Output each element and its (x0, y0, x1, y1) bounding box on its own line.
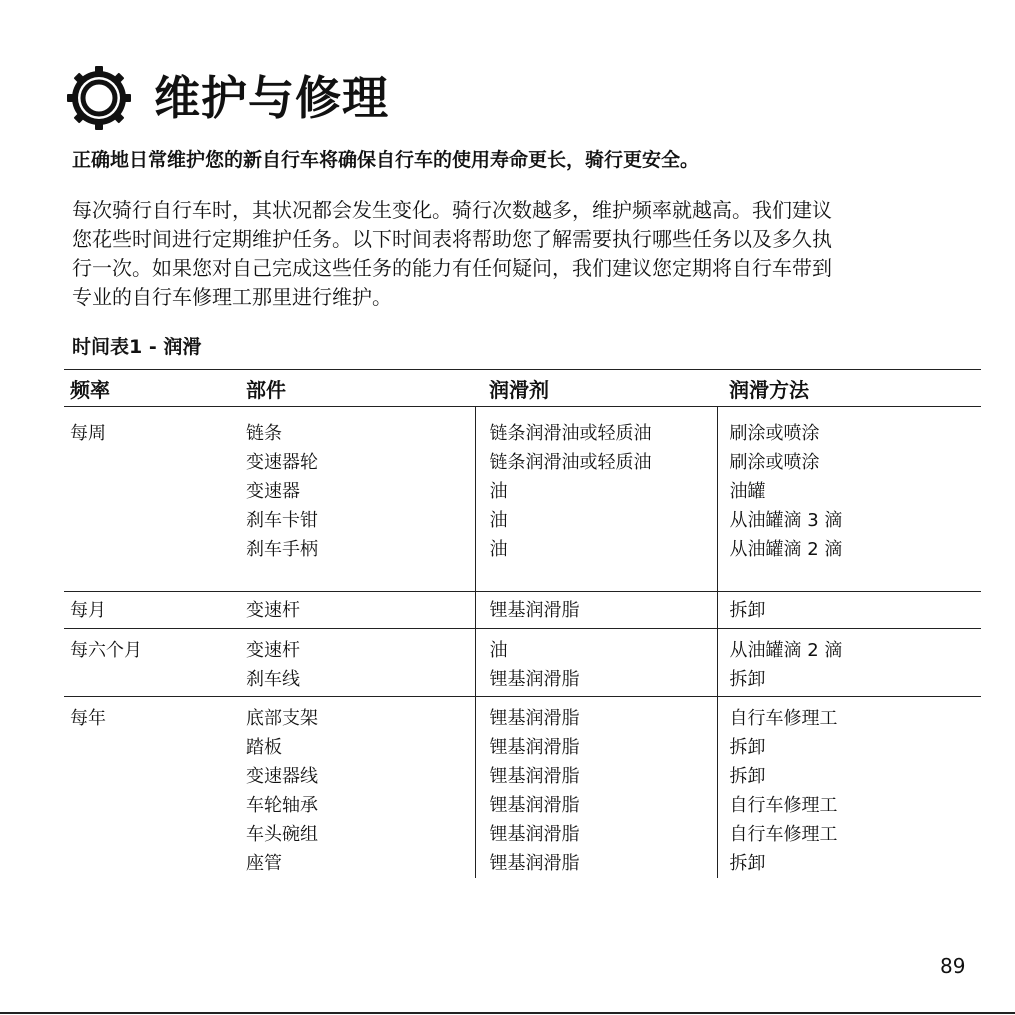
cell-text: 链条润滑油或轻质油 (489, 452, 652, 473)
header-method: 润滑方法 (717, 370, 981, 407)
method-cell (717, 407, 981, 592)
cell-text: 油 (489, 539, 508, 560)
frequency-cell (64, 697, 232, 879)
parts-cell (232, 629, 475, 697)
section-header (66, 66, 389, 130)
cell-text: 拆卸 (729, 766, 766, 787)
lubricant-cell (475, 629, 717, 697)
header-frequency: 频率 (64, 370, 232, 407)
gear-icon (66, 65, 132, 131)
intro-line: 专业的自行车修理工那里进行维护。 (72, 285, 392, 309)
cell-text: 变速器 (246, 481, 300, 502)
frequency-cell (64, 592, 232, 629)
table-row (64, 407, 981, 592)
method-cell (717, 629, 981, 697)
cell-text: 每周 (70, 423, 106, 444)
cell-text: 每月 (70, 600, 106, 621)
cell-text: 拆卸 (729, 737, 766, 758)
parts-cell (232, 407, 475, 592)
cell-text: 变速器线 (246, 766, 318, 787)
bottom-divider (0, 1012, 1015, 1014)
cell-text: 底部支架 (246, 708, 318, 729)
frequency-cell (64, 407, 232, 592)
cell-text: 锂基润滑脂 (489, 766, 580, 787)
cell-text: 刷涂或喷涂 (729, 452, 820, 473)
cell-text: 刹车卡钳 (246, 510, 318, 531)
cell-text: 拆卸 (729, 853, 766, 874)
cell-text: 拆卸 (729, 669, 766, 690)
cell-text: 锂基润滑脂 (489, 600, 580, 621)
parts-cell (232, 697, 475, 879)
cell-text: 锂基润滑脂 (489, 737, 580, 758)
table-row (64, 592, 981, 629)
cell-text: 锂基润滑脂 (489, 708, 580, 729)
cell-text: 每年 (70, 708, 106, 729)
table-header-row (64, 370, 981, 407)
cell-text: 变速杆 (246, 600, 300, 621)
header-lubricant: 润滑剂 (475, 370, 717, 407)
cell-text: 链条润滑油或轻质油 (489, 423, 652, 444)
cell-text: 锂基润滑脂 (489, 669, 580, 690)
lubricant-cell (475, 697, 717, 879)
intro-line: 您花些时间进行定期维护任务。以下时间表将帮助您了解需要执行哪些任务以及多久执 (72, 227, 832, 251)
cell-text: 油 (489, 640, 508, 661)
cell-text: 拆卸 (729, 600, 766, 621)
table-row (64, 629, 981, 697)
intro-line: 每次骑行自行车时，其状况都会发生变化。骑行次数越多，维护频率就越高。我们建议 (72, 198, 832, 222)
cell-text: 刹车线 (246, 669, 300, 690)
cell-text: 锂基润滑脂 (489, 795, 580, 816)
page-number: 89 (940, 954, 966, 978)
cell-text: 刹车手柄 (246, 539, 318, 560)
lubricant-cell (475, 407, 717, 592)
cell-text: 锂基润滑脂 (489, 853, 580, 874)
cell-text: 刷涂或喷涂 (729, 423, 820, 444)
subtitle: 正确地日常维护您的新自行车将确保自行车的使用寿命更长，骑行更安全。 (72, 149, 700, 171)
cell-text: 座管 (246, 853, 282, 874)
cell-text: 油 (489, 510, 508, 531)
cell-text: 从油罐滴 2 滴 (729, 640, 843, 661)
cell-text: 油罐 (729, 481, 766, 502)
cell-text: 锂基润滑脂 (489, 824, 580, 845)
cell-text: 从油罐滴 2 滴 (729, 539, 843, 560)
cell-text: 车轮轴承 (246, 795, 318, 816)
cell-text: 从油罐滴 3 滴 (729, 510, 843, 531)
cell-text: 变速器轮 (246, 452, 318, 473)
cell-text: 链条 (246, 423, 282, 444)
intro-paragraph (72, 196, 972, 312)
lubricant-cell (475, 592, 717, 629)
cell-text: 车头碗组 (246, 824, 318, 845)
method-cell (717, 592, 981, 629)
intro-line: 行一次。如果您对自己完成这些任务的能力有任何疑问，我们建议您定期将自行车带到 (72, 256, 832, 280)
table-title: 时间表1 - 润滑 (72, 336, 202, 358)
table-row (64, 697, 981, 879)
method-cell (717, 697, 981, 879)
frequency-cell (64, 629, 232, 697)
cell-text: 踏板 (246, 737, 282, 758)
cell-text: 每六个月 (70, 640, 142, 661)
cell-text: 自行车修理工 (729, 795, 838, 816)
cell-text: 自行车修理工 (729, 824, 838, 845)
cell-text: 自行车修理工 (729, 708, 838, 729)
header-parts: 部件 (232, 370, 475, 407)
cell-text: 油 (489, 481, 508, 502)
cell-text: 变速杆 (246, 640, 300, 661)
lubrication-schedule-table (64, 369, 981, 878)
page-title: 维护与修理 (154, 71, 389, 125)
parts-cell (232, 592, 475, 629)
